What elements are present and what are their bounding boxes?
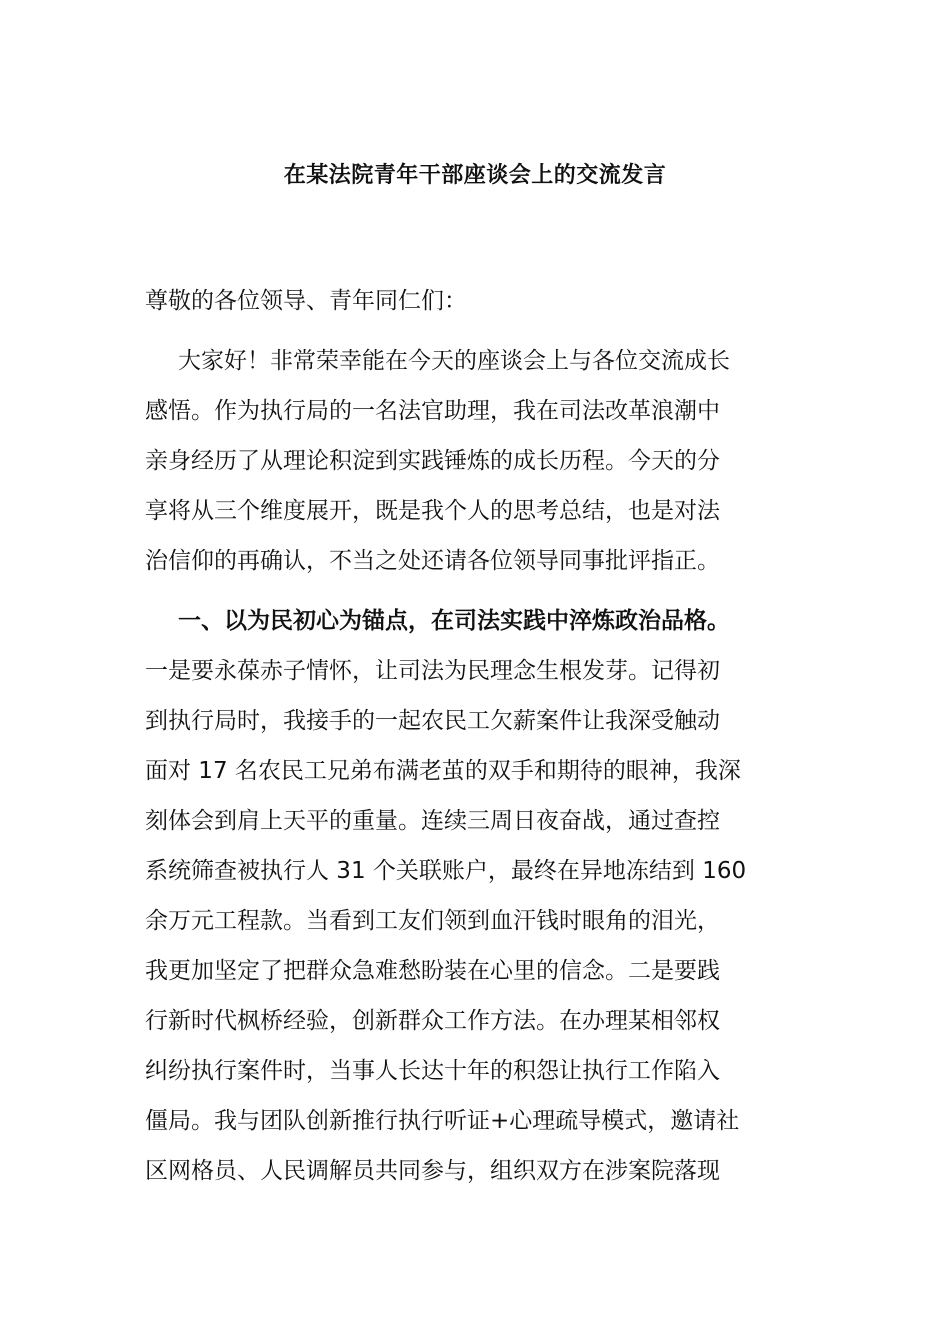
paragraph-line: 治信仰的再确认，不当之处还请各位领导同事批评指正。 [145,548,720,574]
paragraph-line: 刻体会到肩上天平的重量。连续三周日夜奋战，通过查控 [145,808,720,834]
paragraph-line: 系统筛查被执行人 31 个关联账户，最终在异地冻结到 160 [145,858,747,884]
paragraph-line: 区网格员、人民调解员共同参与，组织双方在涉案院落现 [145,1158,720,1184]
paragraph-line: 我更加坚定了把群众急难愁盼装在心里的信念。二是要践 [145,958,720,984]
paragraph-line: 一是要永葆赤子情怀，让司法为民理念生根发芽。记得初 [145,658,720,684]
paragraph-line: 纠纷执行案件时，当事人长达十年的积怨让执行工作陷入 [145,1058,720,1084]
document-title: 在某法院青年干部座谈会上的交流发言 [283,163,667,188]
paragraph-line: 享将从三个维度展开，既是我个人的思考总结，也是对法 [145,498,720,524]
salutation: 尊敬的各位领导、青年同仁们： [145,288,467,314]
paragraph-line: 亲身经历了从理论积淀到实践锤炼的成长历程。今天的分 [145,448,720,474]
paragraph-line: 面对 17 名农民工兄弟布满老茧的双手和期待的眼神，我深 [145,758,741,784]
paragraph-line: 余万元工程款。当看到工友们领到血汗钱时眼角的泪光， [145,908,720,934]
paragraph-line: 僵局。我与团队创新推行执行听证+心理疏导模式，邀请社 [145,1108,740,1134]
paragraph-line: 行新时代枫桥经验，创新群众工作方法。在办理某相邻权 [145,1008,720,1034]
paragraph-line: 到执行局时，我接手的一起农民工欠薪案件让我深受触动 [145,708,720,734]
paragraph-line: 大家好！非常荣幸能在今天的座谈会上与各位交流成长 [178,348,730,374]
section-heading: 一、以为民初心为锚点，在司法实践中淬炼政治品格。 [178,608,730,634]
paragraph-line: 感悟。作为执行局的一名法官助理，我在司法改革浪潮中 [145,398,720,424]
